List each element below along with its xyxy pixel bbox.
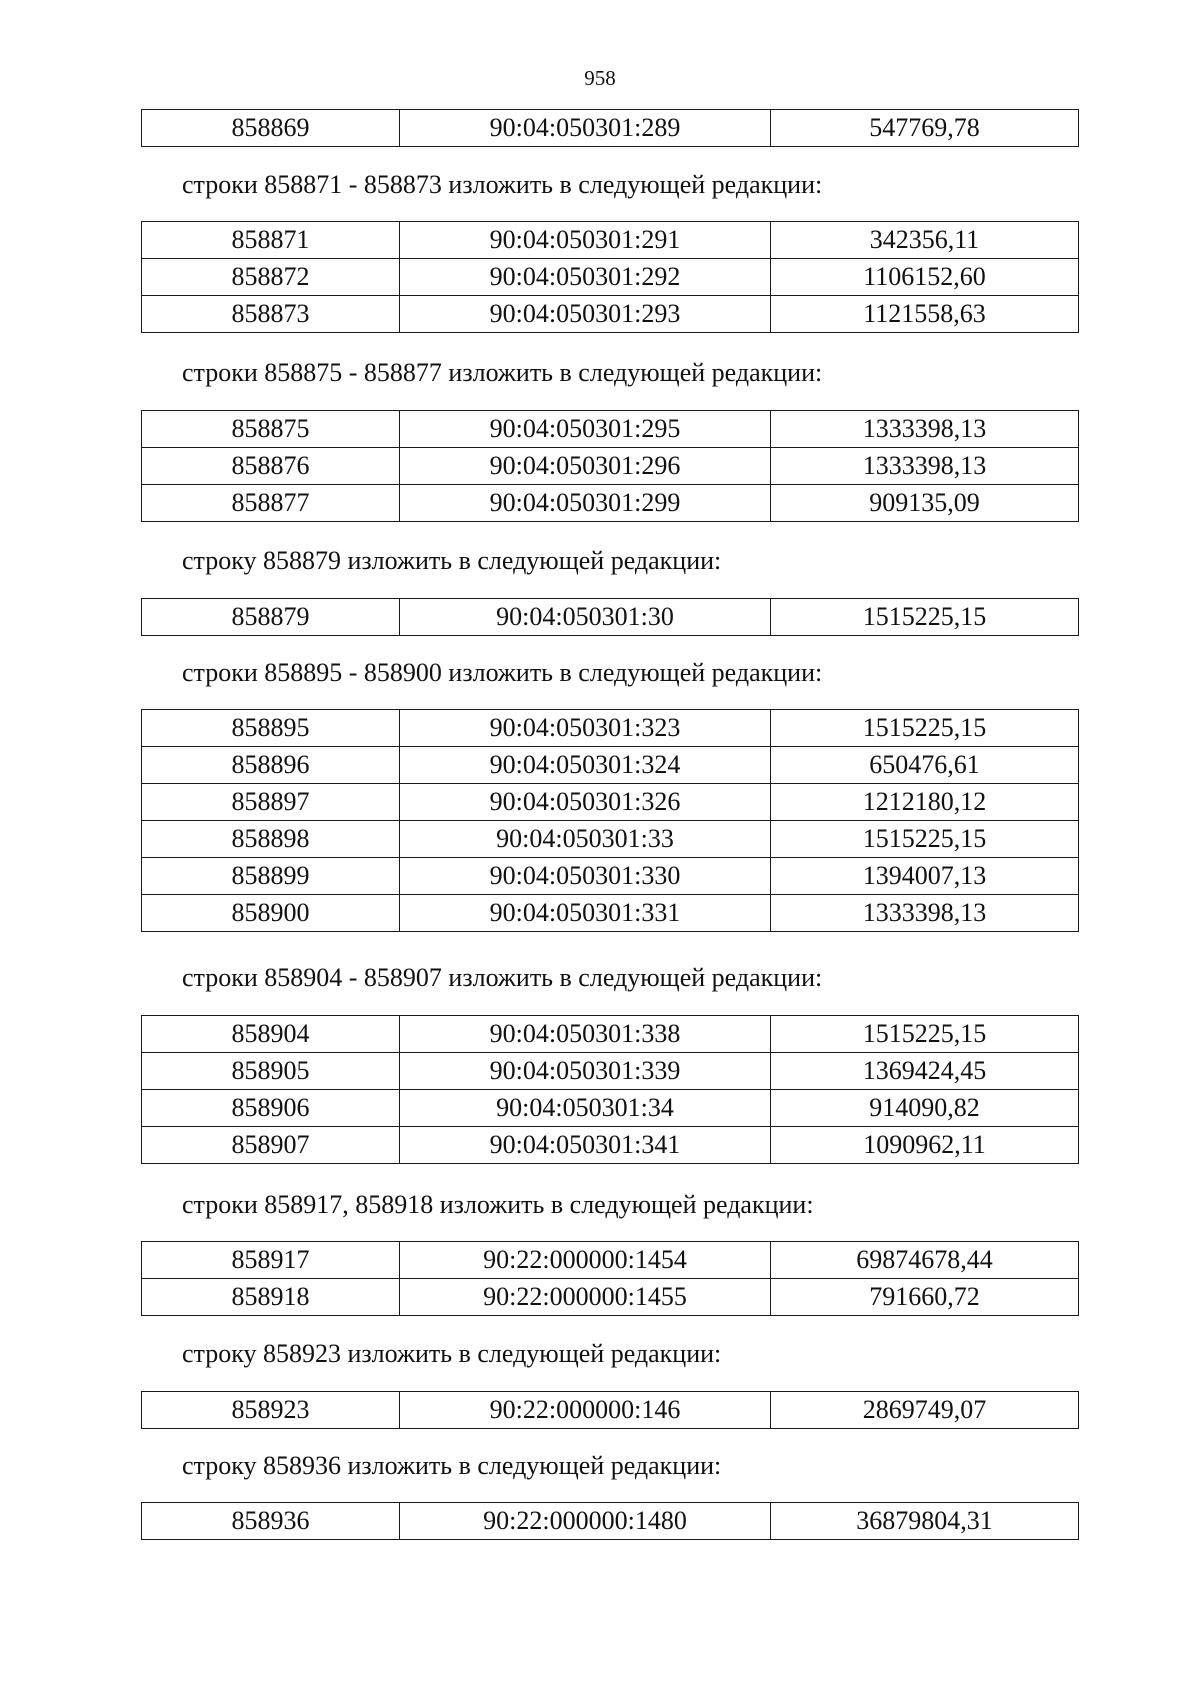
row-number-cell: 858923 bbox=[142, 1392, 400, 1429]
value-cell: 1515225,15 bbox=[771, 1016, 1079, 1053]
row-number-cell: 858871 bbox=[142, 222, 400, 259]
value-cell: 1394007,13 bbox=[771, 858, 1079, 895]
row-number-cell: 858917 bbox=[142, 1242, 400, 1279]
table-row bbox=[142, 1279, 1079, 1316]
value-cell: 1106152,60 bbox=[771, 259, 1079, 296]
data-table-8 bbox=[141, 1502, 1079, 1540]
cadastral-number-cell: 90:04:050301:330 bbox=[400, 858, 771, 895]
value-cell: 2869749,07 bbox=[771, 1392, 1079, 1429]
row-number-cell: 858876 bbox=[142, 448, 400, 485]
value-cell: 1369424,45 bbox=[771, 1053, 1079, 1090]
value-cell: 914090,82 bbox=[771, 1090, 1079, 1127]
value-cell: 1515225,15 bbox=[771, 821, 1079, 858]
table-row bbox=[142, 259, 1079, 296]
cadastral-number-cell: 90:04:050301:289 bbox=[400, 110, 771, 147]
section-intro-6: строки 858917, 858918 изложить в следующей редакции: bbox=[182, 1190, 814, 1219]
cadastral-number-cell: 90:04:050301:295 bbox=[400, 411, 771, 448]
row-number-cell: 858900 bbox=[142, 895, 400, 932]
cadastral-number-cell: 90:04:050301:338 bbox=[400, 1016, 771, 1053]
cadastral-number-cell: 90:04:050301:293 bbox=[400, 296, 771, 333]
row-number-cell: 858918 bbox=[142, 1279, 400, 1316]
cadastral-number-cell: 90:22:000000:1454 bbox=[400, 1242, 771, 1279]
value-cell: 1212180,12 bbox=[771, 784, 1079, 821]
value-cell: 1333398,13 bbox=[771, 411, 1079, 448]
data-table-4 bbox=[141, 709, 1079, 932]
row-number-cell: 858869 bbox=[142, 110, 400, 147]
cadastral-number-cell: 90:04:050301:326 bbox=[400, 784, 771, 821]
table-row bbox=[142, 599, 1079, 636]
value-cell: 36879804,31 bbox=[771, 1503, 1079, 1540]
value-cell: 1121558,63 bbox=[771, 296, 1079, 333]
row-number-cell: 858904 bbox=[142, 1016, 400, 1053]
data-table-0 bbox=[141, 109, 1079, 147]
cadastral-number-cell: 90:04:050301:341 bbox=[400, 1127, 771, 1164]
table-row bbox=[142, 411, 1079, 448]
table-row bbox=[142, 1503, 1079, 1540]
value-cell: 1090962,11 bbox=[771, 1127, 1079, 1164]
section-intro-8: строку 858936 изложить в следующей редакции: bbox=[182, 1451, 722, 1480]
table-row bbox=[142, 1392, 1079, 1429]
data-table-3 bbox=[141, 598, 1079, 636]
row-number-cell: 858899 bbox=[142, 858, 400, 895]
table-row bbox=[142, 784, 1079, 821]
table-row bbox=[142, 222, 1079, 259]
cadastral-number-cell: 90:04:050301:33 bbox=[400, 821, 771, 858]
value-cell: 342356,11 bbox=[771, 222, 1079, 259]
value-cell: 1333398,13 bbox=[771, 895, 1079, 932]
row-number-cell: 858879 bbox=[142, 599, 400, 636]
value-cell: 791660,72 bbox=[771, 1279, 1079, 1316]
cadastral-number-cell: 90:22:000000:1480 bbox=[400, 1503, 771, 1540]
value-cell: 547769,78 bbox=[771, 110, 1079, 147]
row-number-cell: 858905 bbox=[142, 1053, 400, 1090]
row-number-cell: 858907 bbox=[142, 1127, 400, 1164]
value-cell: 909135,09 bbox=[771, 485, 1079, 522]
table-row bbox=[142, 485, 1079, 522]
cadastral-number-cell: 90:04:050301:299 bbox=[400, 485, 771, 522]
table-row bbox=[142, 1127, 1079, 1164]
table-row bbox=[142, 1090, 1079, 1127]
page-number: 958 bbox=[584, 66, 616, 90]
cadastral-number-cell: 90:22:000000:146 bbox=[400, 1392, 771, 1429]
row-number-cell: 858872 bbox=[142, 259, 400, 296]
cadastral-number-cell: 90:04:050301:30 bbox=[400, 599, 771, 636]
row-number-cell: 858895 bbox=[142, 710, 400, 747]
data-table-2 bbox=[141, 410, 1079, 522]
table-row bbox=[142, 821, 1079, 858]
table-row bbox=[142, 710, 1079, 747]
row-number-cell: 858875 bbox=[142, 411, 400, 448]
cadastral-number-cell: 90:22:000000:1455 bbox=[400, 1279, 771, 1316]
row-number-cell: 858873 bbox=[142, 296, 400, 333]
data-table-5 bbox=[141, 1015, 1079, 1164]
row-number-cell: 858896 bbox=[142, 747, 400, 784]
value-cell: 1515225,15 bbox=[771, 710, 1079, 747]
table-row bbox=[142, 1016, 1079, 1053]
cadastral-number-cell: 90:04:050301:296 bbox=[400, 448, 771, 485]
cadastral-number-cell: 90:04:050301:292 bbox=[400, 259, 771, 296]
data-table-7 bbox=[141, 1391, 1079, 1429]
value-cell: 650476,61 bbox=[771, 747, 1079, 784]
table-row bbox=[142, 110, 1079, 147]
table-row bbox=[142, 747, 1079, 784]
cadastral-number-cell: 90:04:050301:291 bbox=[400, 222, 771, 259]
cadastral-number-cell: 90:04:050301:323 bbox=[400, 710, 771, 747]
cadastral-number-cell: 90:04:050301:34 bbox=[400, 1090, 771, 1127]
row-number-cell: 858936 bbox=[142, 1503, 400, 1540]
section-intro-5: строки 858904 - 858907 изложить в следующей редакции: bbox=[182, 963, 823, 992]
section-intro-7: строку 858923 изложить в следующей редакции: bbox=[182, 1339, 722, 1368]
row-number-cell: 858877 bbox=[142, 485, 400, 522]
row-number-cell: 858906 bbox=[142, 1090, 400, 1127]
table-row bbox=[142, 296, 1079, 333]
section-intro-4: строки 858895 - 858900 изложить в следующей редакции: bbox=[182, 658, 823, 687]
value-cell: 1333398,13 bbox=[771, 448, 1079, 485]
section-intro-1: строки 858871 - 858873 изложить в следующей редакции: bbox=[182, 170, 823, 199]
table-row bbox=[142, 1053, 1079, 1090]
section-intro-3: строку 858879 изложить в следующей редакции: bbox=[182, 546, 722, 575]
value-cell: 1515225,15 bbox=[771, 599, 1079, 636]
table-row bbox=[142, 895, 1079, 932]
row-number-cell: 858898 bbox=[142, 821, 400, 858]
row-number-cell: 858897 bbox=[142, 784, 400, 821]
value-cell: 69874678,44 bbox=[771, 1242, 1079, 1279]
cadastral-number-cell: 90:04:050301:339 bbox=[400, 1053, 771, 1090]
data-table-6 bbox=[141, 1241, 1079, 1316]
table-row bbox=[142, 448, 1079, 485]
section-intro-2: строки 858875 - 858877 изложить в следующей редакции: bbox=[182, 358, 823, 387]
data-table-1 bbox=[141, 221, 1079, 333]
cadastral-number-cell: 90:04:050301:324 bbox=[400, 747, 771, 784]
cadastral-number-cell: 90:04:050301:331 bbox=[400, 895, 771, 932]
table-row bbox=[142, 858, 1079, 895]
table-row bbox=[142, 1242, 1079, 1279]
